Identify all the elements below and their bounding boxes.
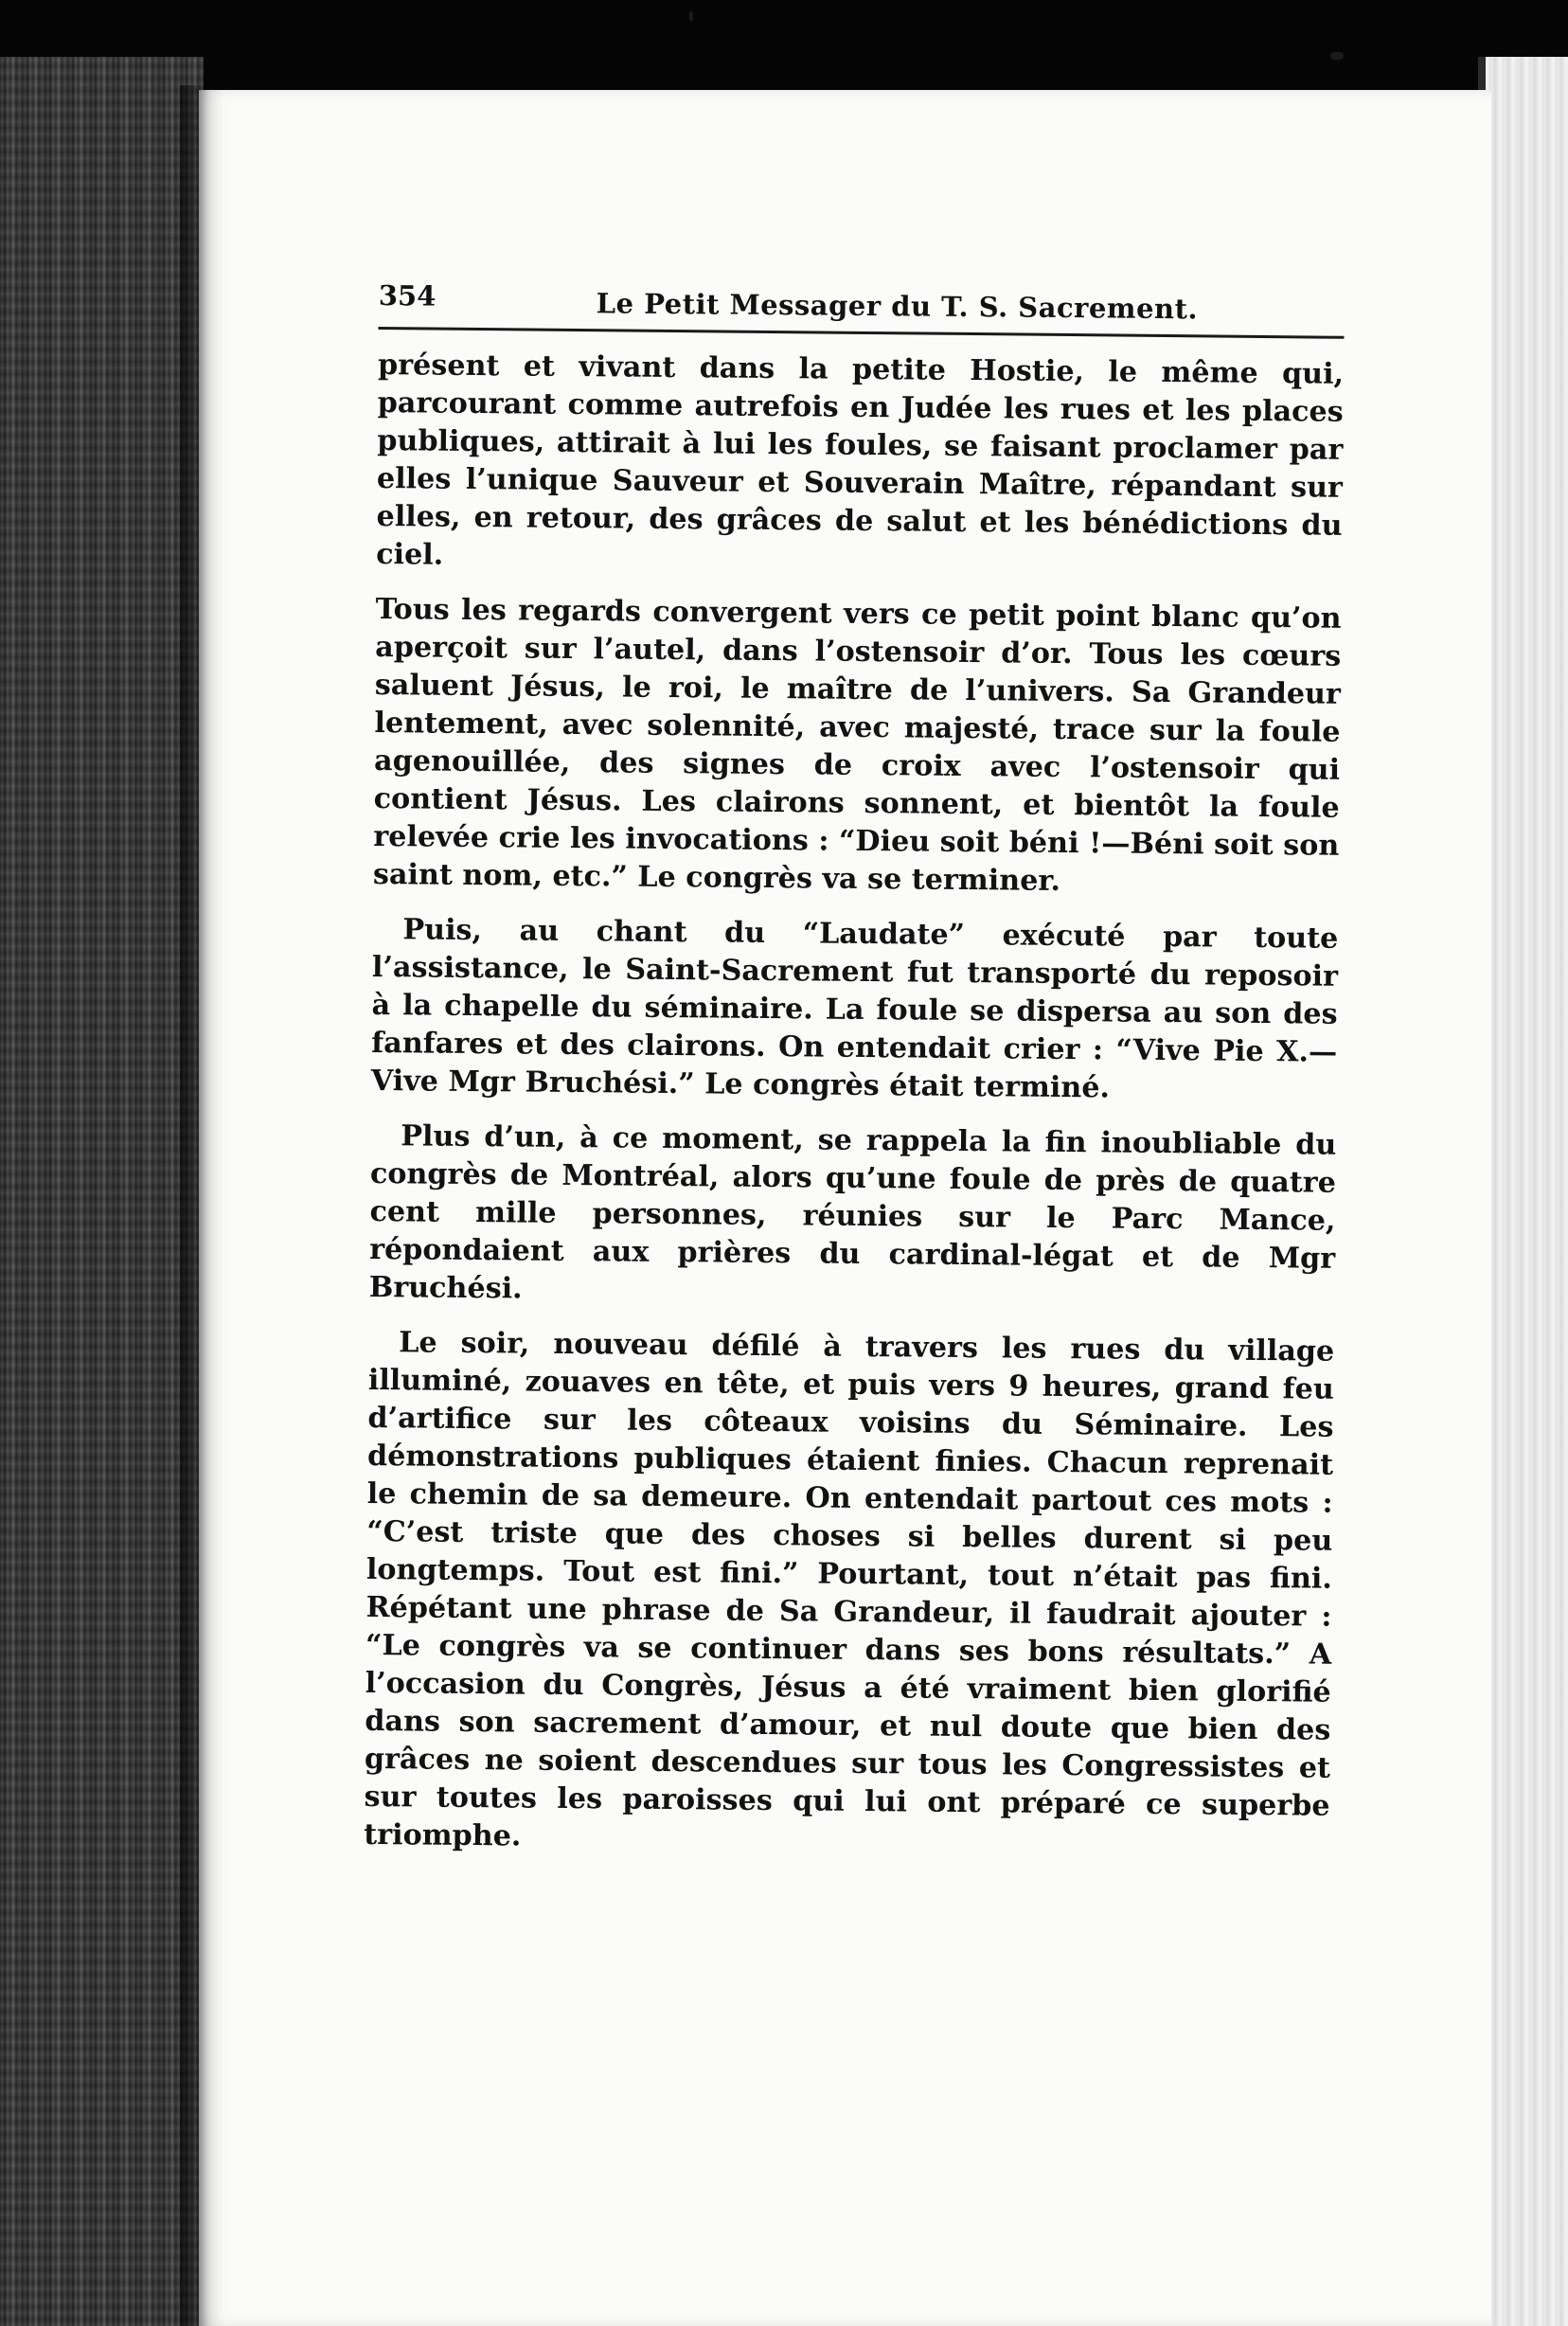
- scan-speck: [689, 11, 693, 21]
- paragraph-5: Le soir, nouveau défilé à travers les rues du village illuminé, zouaves en tête, et puis vers 9 heures, grand feu d’artifice sur les côteaux voisins du Séminaire. Les démonstrations publiques étaient finies. Chacun reprenait le chemin de sa demeure. On entendait partout ces mots : “C’est triste que des choses si belles durent si peu longtemps. Tout est fini.” Pourtant, tout n’était pas fini. Répétant une phrase de Sa Grandeur, il faudrait ajouter : “Le congrès va se continuer dans ses bons résultats.” A l’occasion du Congrès, Jésus a été vraiment bien glorifié dans son sacrement d’amour, et nul doute que bien des grâces ne soient descendues sur tous les Congressistes et sur toutes les paroisses qui lui ont préparé ce superbe triomphe.: [364, 1326, 1335, 1853]
- page-header: [378, 279, 1344, 339]
- book-right-page-edges: [1478, 57, 1568, 2326]
- page-number: 354: [378, 279, 437, 313]
- paragraph-4: Plus d’un, à ce moment, se rappela la fin inoubliable du congrès de Montréal, alors qu’une foule de près de quatre cent mille personnes, réunies sur le Parc Mance, répondaient aux prières du cardinal-légat et de Mgr Bruchési.: [368, 1119, 1337, 1306]
- paper-page: [199, 90, 1491, 2326]
- scan-speck: [1330, 52, 1344, 60]
- paragraph-2: Tous les regards convergent vers ce petit point blanc qu’on aperçoit sur l’autel, dans l’ostensoir d’or. Tous les cœurs saluent Jésus, le roi, le maître de l’univers. Sa Grandeur lentement, avec solennité, avec majesté, trace sur la foule agenouillée, des signes de croix avec l’ostensoir qui contient Jésus. Les clairons sonnent, et bientôt la foule relevée crie les invocations : “Dieu soit béni !—Béni soit son saint nom, etc.” Le congrès va se terminer.: [372, 592, 1342, 898]
- page-content: [364, 279, 1345, 1881]
- paragraph-3: Puis, au chant du “Laudate” exécuté par toute l’assistance, le Saint-Sacrement fut transporté du reposoir à la chapelle du séminaire. La foule se dispersa au son des fanfares et des clairons. On entendait crier : “Vive Pie X.—Vive Mgr Bruchési.” Le congrès était terminé.: [370, 913, 1339, 1105]
- gutter-shadow: [180, 85, 208, 2326]
- book-left-page-edges: [0, 57, 204, 2326]
- paragraph-1: présent et vivant dans la petite Hostie, le même qui, parcourant comme autrefois en Judée les rues et les places publiques, attirait à lui les foules, se faisant proclamer par elles l’unique Sauveur et Souverain Maître, répandant sur elles, en retour, des grâces de salut et les bénédictions du ciel.: [376, 348, 1345, 572]
- running-title: Le Petit Messager du T. S. Sacrement.: [596, 287, 1199, 326]
